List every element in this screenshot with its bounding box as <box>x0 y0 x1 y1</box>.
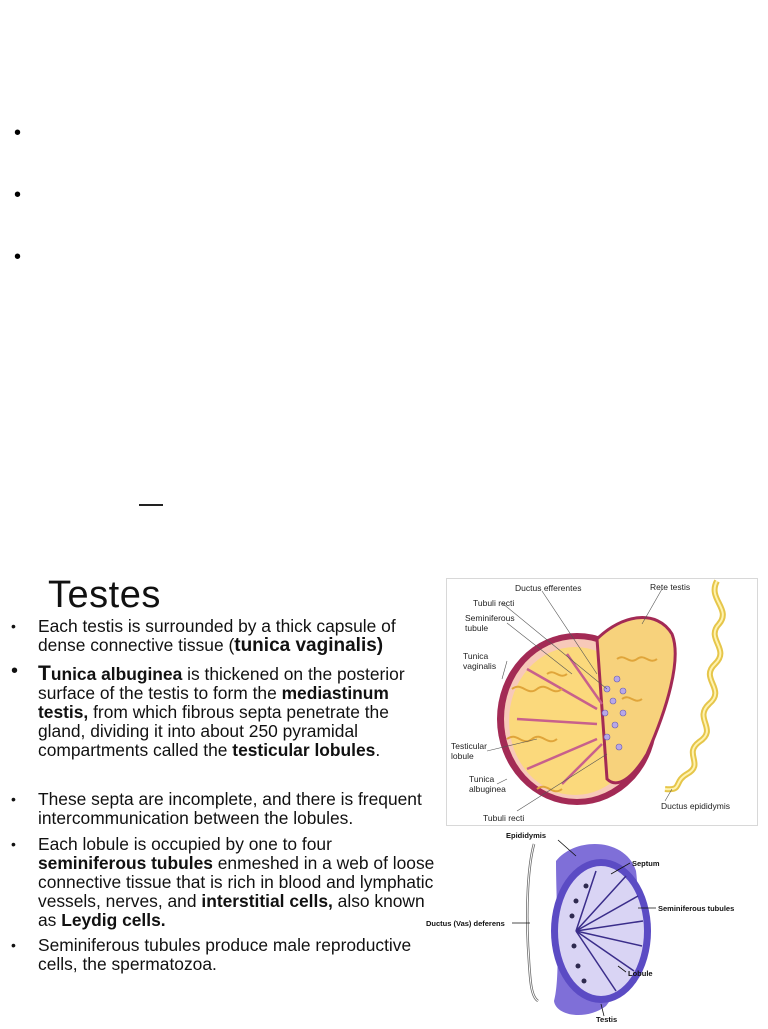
label-tunica-2: Tunica <box>469 774 495 784</box>
label-albuginea: albuginea <box>469 784 506 794</box>
label-tubule: tubule <box>465 623 489 633</box>
label-ductus-deferens: Ductus (Vas) deferens <box>426 919 505 928</box>
label-lobule-2: Lobule <box>628 969 653 978</box>
vas-deferens <box>527 844 538 1001</box>
bullet-list <box>6 617 440 974</box>
empty-bullet-1: • <box>14 122 22 144</box>
bullet-septa: • These septa are incomplete, and there is frequent intercommunication between the lobules. <box>11 789 422 828</box>
label-seminiferous-tubules: Seminiferous tubules <box>658 904 735 913</box>
empty-bullet-2: • <box>14 184 22 206</box>
empty-bullet-3: • <box>14 246 22 268</box>
label-tubuli-recti-top: Tubuli recti <box>473 598 515 608</box>
bullet-dot: • <box>11 660 19 682</box>
label-epididymis: Epididymis <box>506 831 547 840</box>
label-vaginalis: vaginalis <box>463 661 497 671</box>
bullet-capsule: • Each testis is surrounded by a thick capsule of dense connective tissue (tunica vaginalis) <box>11 616 396 656</box>
dash-mark <box>139 504 163 506</box>
label-tunica: Tunica <box>463 651 489 661</box>
label-lobule: lobule <box>451 751 474 761</box>
bullet-dot: • <box>11 937 16 953</box>
label-seminiferous: Seminiferous <box>465 613 515 623</box>
label-testis: Testis <box>596 1015 618 1024</box>
bullet-dot: • <box>11 836 16 852</box>
slide-title: Testes <box>48 574 161 616</box>
testis-epididymis-svg <box>426 826 768 1024</box>
testis-epididymis-diagram <box>426 826 768 1024</box>
bullet-dot: • <box>11 791 16 807</box>
bullet-tunica-albuginea: • Tunica albuginea is thickened on the posterior surface of the testis to form the mediastinum testis, from which fibrous septa penetrate the gland, dividing it into about 250 pyramidal compartments called the testicular lobules. <box>11 660 405 760</box>
testis-diagram-svg <box>447 579 757 825</box>
label-testicular: Testicular <box>451 741 487 751</box>
label-tubuli-recti-bottom: Tubuli recti <box>483 813 525 823</box>
label-ductus-epididymis: Ductus epididymis <box>661 801 730 811</box>
label-septum: Septum <box>632 859 660 868</box>
testis-diagram <box>446 578 758 826</box>
label-rete-testis: Rete testis <box>650 582 691 592</box>
bullet-dot: • <box>11 618 16 634</box>
bullet-seminiferous-produce: • Seminiferous tubules produce male reproductive cells, the spermatozoa. <box>11 935 412 974</box>
label-ductus-efferentes: Ductus efferentes <box>515 583 582 593</box>
bullet-lobule: • Each lobule is occupied by one to four seminiferous tubules enmeshed in a web of loose connective tissue that is rich in blood and lymphatic vessels, nerves, and interstitial cells, also known as Leydig cells. <box>11 834 435 930</box>
